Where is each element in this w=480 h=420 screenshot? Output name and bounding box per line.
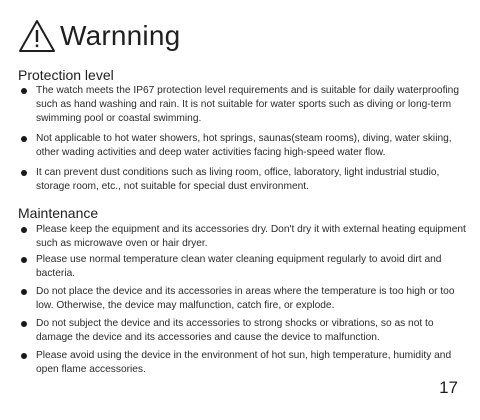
title-row [18,16,180,56]
list-item-text: Please use normal temperature clean water cleaning equipment regularly to avoid dirt and bacteria. [36,254,442,279]
list-item [18,166,468,194]
bullet-icon [21,289,27,295]
bullet-icon [21,353,27,359]
list-item-text: It can prevent dust conditions such as living room, office, laboratory, light industrial studio, storage room, etc., not suitable for special dust environment. [36,167,440,192]
list-item-text: Please keep the equipment and its accessories dry. Don't dry it with external heating equipment such as microwave oven or hair dryer. [36,224,466,249]
maintenance-heading: Maintenance [18,205,99,221]
list-item [18,285,468,313]
list-item [18,84,468,126]
bullet-icon [21,170,27,176]
bullet-icon [21,227,27,233]
page-title: Warnning [60,20,181,51]
protection-heading: Protection level [18,67,114,83]
maintenance-list [18,223,468,377]
list-item-text: Do not place the device and its accessories in areas where the temperature is too high or too low. Otherwise, the device may malfunction, catch fire, or explode. [36,286,455,311]
bullet-icon [21,257,27,263]
page-number: 17 [439,378,458,397]
list-item [18,349,468,377]
list-item-text: The watch meets the IP67 protection level requirements and is suitable for daily waterproofing such as hand washing and rain. It is not suitable for water sports such as diving or long-term swimming pool or coastal swimming. [36,85,460,124]
bullet-icon [21,88,27,94]
warning-triangle-icon [18,19,56,53]
list-item [18,253,468,281]
protection-list [18,84,468,194]
list-item-text: Please avoid using the device in the environment of hot sun, high temperature, humidity and open flame accessories. [36,350,452,375]
list-item [18,132,468,160]
list-item-text: Do not subject the device and its accessories to strong shocks or vibrations, so as not to damage the device and its accessories and cause the device to malfunction. [36,318,434,343]
bullet-icon [21,321,27,327]
list-item [18,223,468,251]
list-item-text: Not applicable to hot water showers, hot springs, saunas(steam rooms), diving, water skiing, other wading activities and deep water activities facing high-speed water flow. [36,133,452,158]
list-item [18,317,468,345]
bullet-icon [21,136,27,142]
